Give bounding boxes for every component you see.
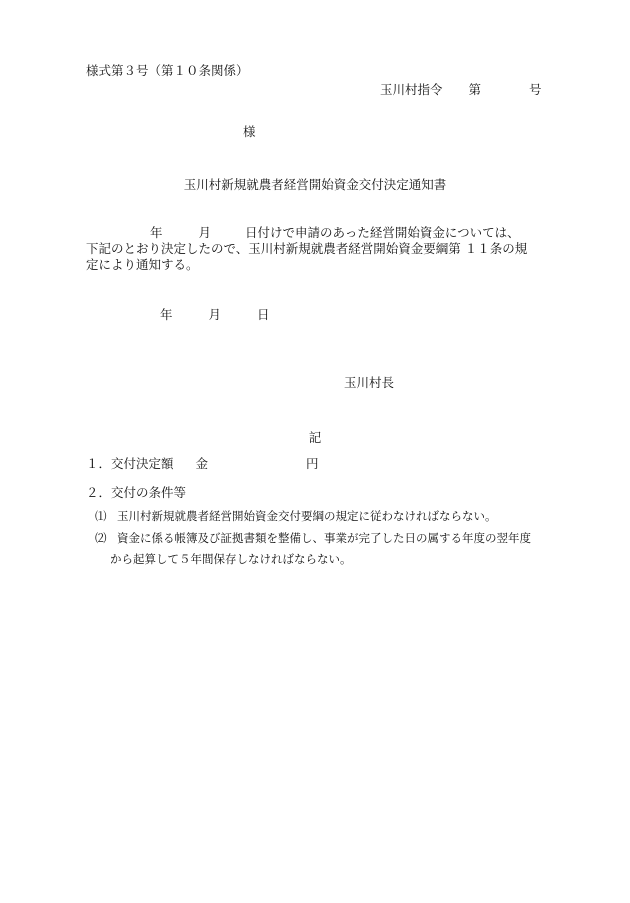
condition-1-text: 玉川村新規就農者経営開始資金交付要綱の規定に従わなければならない。 bbox=[117, 509, 497, 523]
body-line-1 bbox=[86, 225, 558, 241]
date-month: 月 bbox=[208, 307, 222, 322]
directive-prefix: 玉川村指令 bbox=[380, 82, 443, 97]
date-year: 年 bbox=[160, 307, 173, 322]
addressee-honorific: 様 bbox=[243, 124, 256, 139]
body-line-3: 定により通知する。 bbox=[86, 257, 199, 272]
body-year: 年 bbox=[150, 225, 163, 240]
date-day: 日 bbox=[257, 307, 270, 322]
body-paragraph bbox=[86, 225, 558, 273]
condition-2-text: 資金に係る帳簿及び証拠書類を整備し、事業が完了した日の属する年度の翌年度 bbox=[117, 531, 531, 545]
directive-dai: 第 bbox=[468, 82, 482, 97]
condition-2 bbox=[95, 530, 531, 546]
body-line-2: 下記のとおり決定したので、玉川村新規就農者経営開始資金要綱第 １１条の規 bbox=[86, 241, 528, 256]
item-grant-amount bbox=[86, 456, 319, 472]
body-month: 月 bbox=[198, 225, 212, 240]
directive-go: 号 bbox=[529, 82, 542, 97]
document-title: 玉川村新規就農者経営開始資金交付決定通知書 bbox=[183, 177, 447, 192]
body-line-1-rest: 日付けで申請のあった経営開始資金については、 bbox=[245, 225, 520, 240]
condition-2-continuation: から起算して５年間保存しなければならない。 bbox=[110, 552, 352, 566]
condition-1 bbox=[95, 508, 497, 524]
ki-heading: 記 bbox=[308, 430, 322, 445]
grant-amount-label: １．交付決定額 bbox=[86, 456, 174, 471]
condition-2-number: ⑵ bbox=[95, 531, 107, 545]
item-conditions-label: ２．交付の条件等 bbox=[86, 485, 187, 500]
grant-amount-en: 円 bbox=[306, 456, 319, 471]
form-number: 様式第３号（第１０条関係） bbox=[86, 63, 249, 78]
grant-amount-kin: 金 bbox=[195, 456, 209, 471]
issue-date bbox=[160, 307, 270, 323]
mayor-signature: 玉川村長 bbox=[344, 375, 395, 390]
condition-1-number: ⑴ bbox=[95, 509, 107, 523]
directive-number bbox=[380, 82, 542, 98]
